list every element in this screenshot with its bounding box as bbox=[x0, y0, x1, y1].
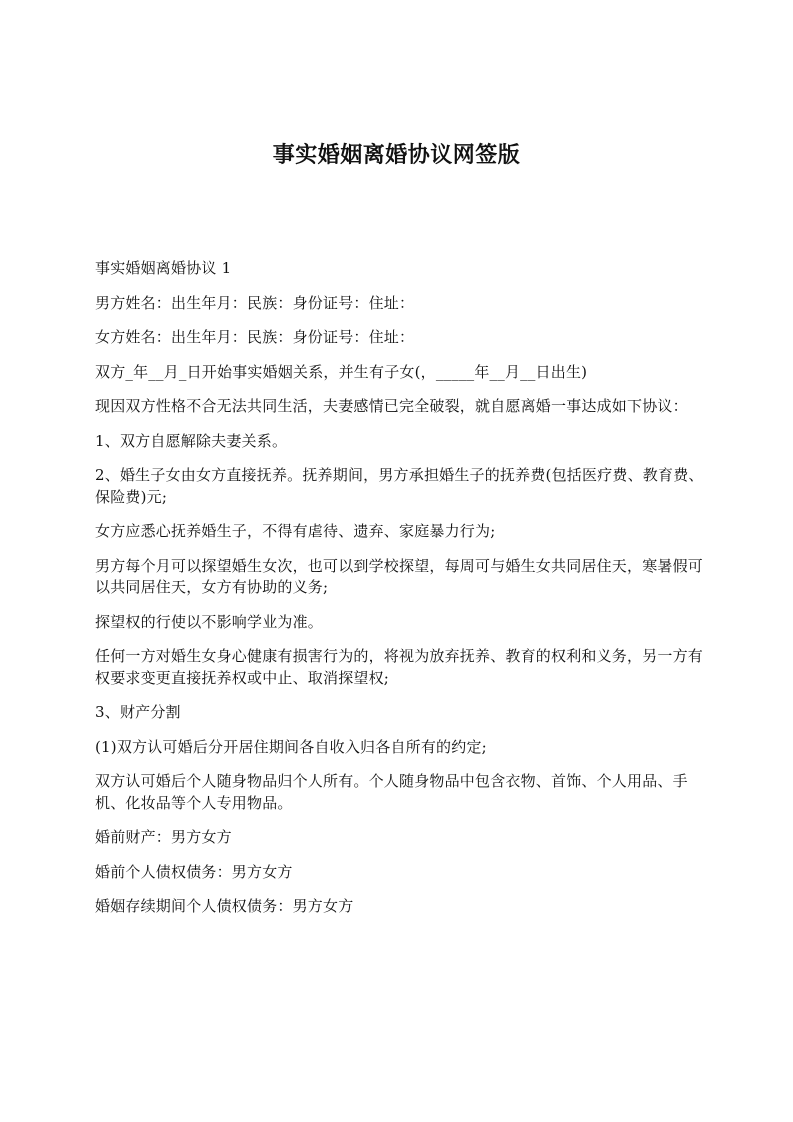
female-party-info: 女方姓名：出生年月：民族：身份证号：住址： bbox=[95, 328, 415, 346]
divorce-reason: 现因双方性格不合无法共同生活，夫妻感情已完全破裂，就自愿离婚一事达成如下协议： bbox=[95, 397, 688, 415]
premarital-debts: 婚前个人债权债务：男方女方 bbox=[95, 862, 293, 881]
clause-3-personal-items: 双方认可婚后个人随身物品归个人所有。个人随身物品中包含衣物、首饰、个人用品、手机、化妆品等个人专用物品。 bbox=[95, 772, 688, 812]
marital-debts: 婚姻存续期间个人债权债务：男方女方 bbox=[95, 897, 354, 915]
relationship-start: 双方_年__月_日开始事实婚姻关系，并生有子女(，_____年__月__日出生) bbox=[95, 362, 588, 381]
male-party-info: 男方姓名：出生年月：民族：身份证号：住址： bbox=[95, 293, 415, 312]
clause-1: 1、双方自愿解除夫妻关系。 bbox=[95, 431, 288, 450]
clause-2-visitation: 男方每个月可以探望婚生女次，也可以到学校探望，每周可与婚生女共同居住天，寒暑假可以共同居住天，女方有协助的义务; bbox=[95, 556, 704, 596]
clause-2-revocation: 任何一方对婚生女身心健康有损害行为的，将视为放弃抚养、教育的权利和义务，另一方有权要求变更直接抚养权或中止、取消探望权; bbox=[95, 647, 704, 687]
premarital-property: 婚前财产：男方女方 bbox=[95, 828, 232, 846]
document-title: 事实婚姻离婚协议网签版 bbox=[272, 143, 521, 168]
document-body bbox=[95, 258, 705, 931]
clause-2: 2、婚生子女由女方直接抚养。抚养期间，男方承担婚生子的抚养费(包括医疗费、教育费、保险费)元; bbox=[95, 466, 704, 506]
agreement-heading: 事实婚姻离婚协议 1 bbox=[95, 259, 232, 277]
clause-2-visitation-limit: 探望权的行使以不影响学业为准。 bbox=[95, 612, 324, 631]
clause-3-heading: 3、财产分割 bbox=[95, 703, 181, 721]
clause-2-care: 女方应悉心抚养婚生子，不得有虐待、遗弃、家庭暴力行为; bbox=[95, 522, 496, 540]
clause-3-1: (1)双方认可婚后分开居住期间各自收入归各自所有的约定; bbox=[95, 737, 487, 756]
